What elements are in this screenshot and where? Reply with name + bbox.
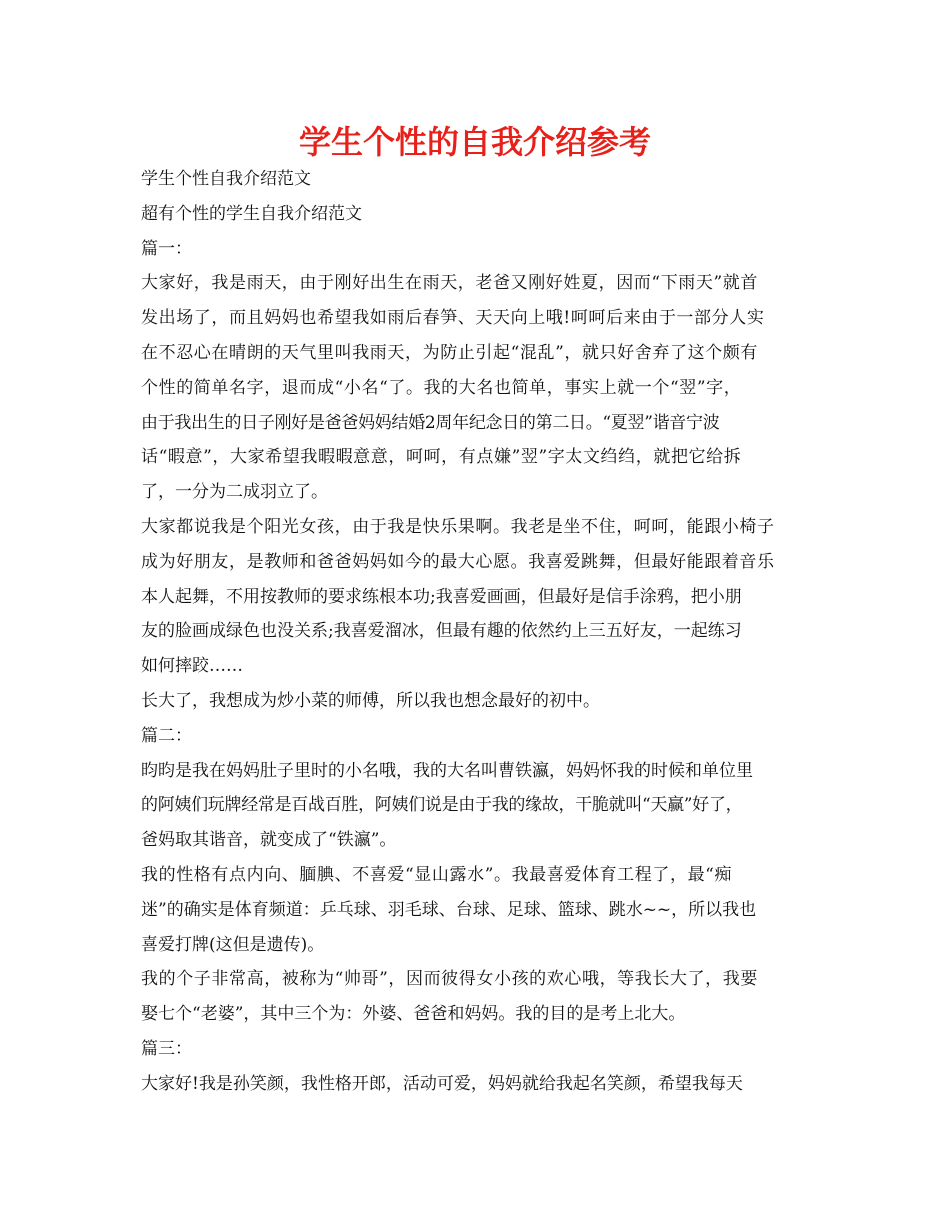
text-line: 在不忍心在晴朗的天气里叫我雨天，为防止引起“混乱”，就只好舍弃了这个颇有 [141,342,758,363]
text-line: 喜爱打牌(这但是遗传)。 [141,934,325,955]
text-line: 大家都说我是个阳光女孩，由于我是快乐果啊。我老是坐不住，呵呵，能跟小椅子 [141,516,775,537]
text-line: 大家好，我是雨天，由于刚好出生在雨天，老爸又刚好姓夏，因而“下雨天”就首 [141,273,758,294]
text-line: 娶七个“老婆”，其中三个为：外婆、爸爸和妈妈。我的目的是考上北大。 [141,1004,686,1025]
text-line: 爸妈取其谐音，就变成了“铁瀛”。 [141,830,397,851]
text-line: 大家好!我是孙笑颜，我性格开郎，活动可爱，妈妈就给我起名笑颜，希望我每天 [141,1073,743,1094]
text-line: 如何摔跤…… [141,656,243,677]
section-heading: 篇三： [141,1038,192,1059]
text-line: 友的脸画成绿色也没关系;我喜爱溜冰，但最有趣的依然约上三五好友，一起练习 [141,621,742,642]
text-line: 昀昀是我在妈妈肚子里时的小名哦，我的大名叫曹铁瀛，妈妈怀我的时候和单位里 [141,760,753,781]
text-line: 本人起舞，不用按教师的要求练根本功;我喜爱画画，但最好是信手涂鸦，把小朋 [141,586,742,607]
document-body [141,162,831,1102]
text-line: 超有个性的学生自我介绍范文 [141,203,362,224]
section-heading: 篇一： [141,238,192,259]
document-title: 学生个性的自我介绍参考 [298,123,651,161]
text-line: 迷”的确实是体育频道：乒乓球、羽毛球、台球、足球、篮球、跳水~~，所以我也 [141,899,757,920]
section-heading: 篇二： [141,725,192,746]
text-line: 学生个性自我介绍范文 [141,169,311,189]
text-line: 我的个子非常高，被称为“帅哥”，因而彼得女小孩的欢心哦，等我长大了，我要 [141,969,758,990]
text-line: 了，一分为二成羽立了。 [141,482,328,503]
text-line: 长大了，我想成为炒小菜的师傅，所以我也想念最好的初中。 [141,690,600,711]
text-line: 话“暇意”，大家希望我暇暇意意，呵呵，有点嫌”翌”字太文绉绉，就把它给拆 [141,447,742,468]
text-line: 个性的简单名字，退而成“小名“了。我的大名也简单，事实上就一个“翌”字， [141,377,742,398]
text-line: 我的性格有点内向、腼腆、不喜爱“显山露水”。我最喜爱体育工程了，最“痴 [141,864,733,885]
text-line: 发出场了，而且妈妈也希望我如雨后春笋、天天向上哦!呵呵后来由于一部分人实 [141,308,765,329]
text-line: 由于我出生的日子刚好是爸爸妈妈结婚2周年纪念日的第二日。“夏翌”谐音宁波 [141,412,720,433]
text-line: 成为好朋友，是教师和爸爸妈妈如今的最大心愿。我喜爱跳舞，但最好能跟着音乐 [141,551,775,572]
text-line: 的阿姨们玩牌经常是百战百胜，阿姨们说是由于我的缘故，干脆就叫“天赢”好了， [141,795,743,816]
